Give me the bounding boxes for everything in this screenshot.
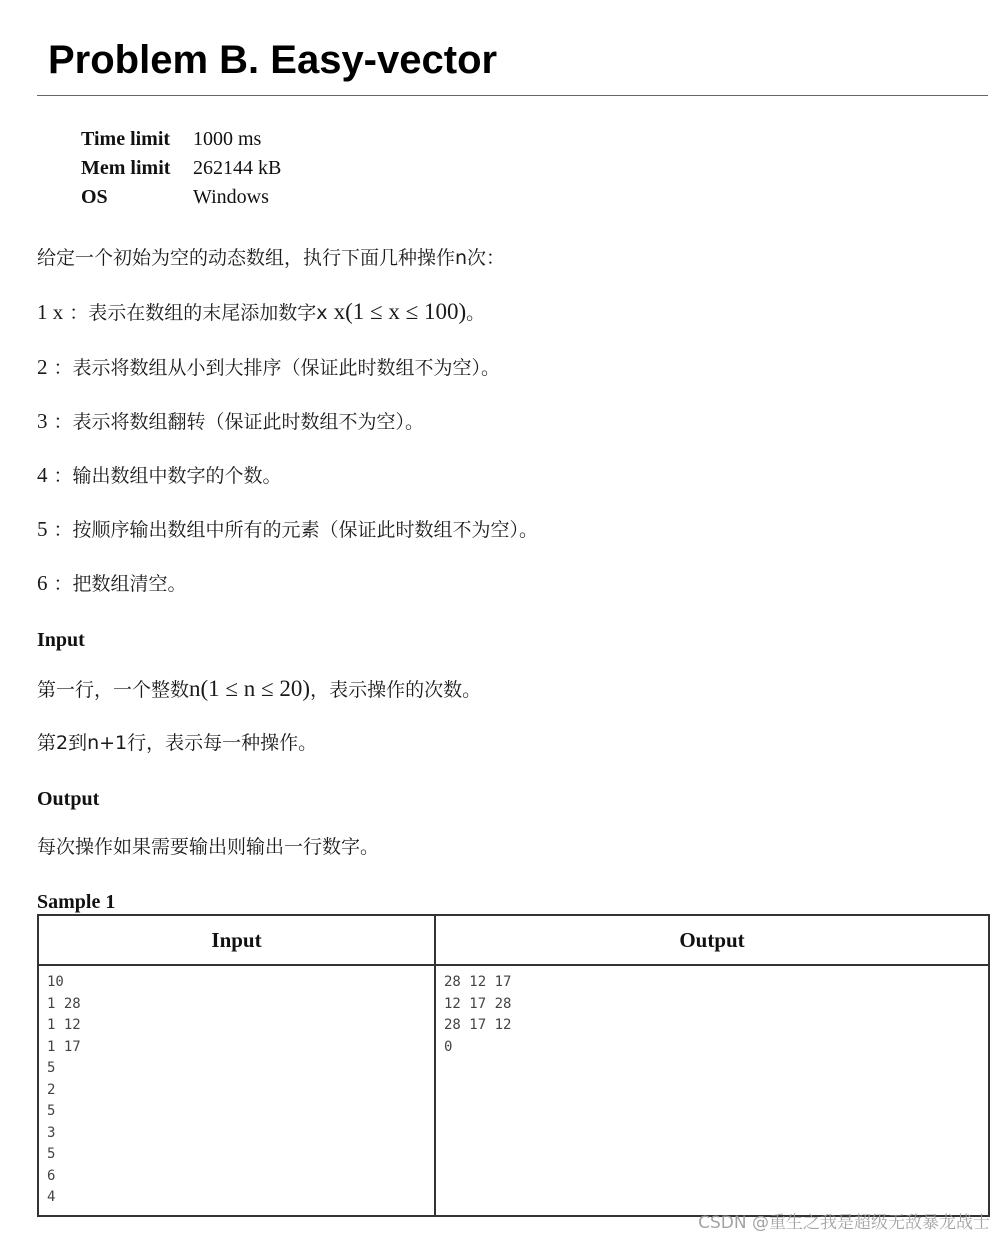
sample-input-line: 10 [47,974,64,990]
input-desc-post: ，表示操作的次数。 [310,679,482,701]
operation-text: ：按顺序输出数组中所有的元素（保证此时数组不为空）。 [53,519,539,541]
operation-number: 1 x [37,300,64,324]
limit-label: OS [81,186,108,208]
os-row [81,183,281,212]
limit-label: Mem limit [81,157,171,179]
sample-input-line: 5 [47,1146,56,1162]
sample-input-header: Input [38,915,435,965]
sample-output-line: 28 12 17 [444,974,512,990]
time-limit-row [81,125,281,154]
input-heading: Input [37,629,85,651]
operation-4 [37,461,282,490]
operation-math: x(1 ≤ x ≤ 100) [333,299,467,324]
limit-label: Time limit [81,128,171,150]
csdn-watermark: CSDN @重生之我是超级无敌暴龙战士 [698,1213,990,1233]
input-desc-math: n(1 ≤ n ≤ 20) [189,676,311,701]
sample-heading: Sample 1 [37,891,116,913]
operation-tail: 。 [466,302,486,324]
operation-text: ：输出数组中数字的个数。 [53,465,282,487]
sample-output-line: 28 17 12 [444,1017,512,1033]
problem-title: Problem B. Easy-vector [48,38,498,82]
title-divider [37,95,988,96]
operation-2 [37,353,500,382]
sample-output-line: 12 17 28 [444,995,512,1012]
limits-table [81,125,281,212]
operation-number: 5 [37,517,48,541]
limit-value: 1000 ms [193,128,262,150]
output-heading: Output [37,788,100,810]
operation-text: ：把数组清空。 [53,573,187,595]
limit-value: Windows [193,186,269,208]
sample-input-cell[interactable] [38,965,435,1216]
operation-1 [37,298,485,327]
operation-text: ：表示将数组翻转（保证此时数组不为空）。 [53,411,425,433]
limit-value: 262144 kB [193,157,282,179]
sample-output-line: 0 [444,1038,453,1055]
sample-input-line: 4 [47,1189,56,1205]
input-description-line-1 [37,675,481,704]
sample-input-line: 2 [47,1081,56,1098]
operation-number: 4 [37,463,48,487]
sample-output-cell[interactable] [435,965,989,1216]
sample-input-line: 1 28 [47,995,81,1012]
sample-table [37,914,990,1217]
operation-6 [37,569,187,598]
mem-limit-row [81,154,281,183]
input-desc-pre: 第一行，一个整数 [37,679,190,701]
sample-body-row [38,965,989,1216]
operation-text: ：表示将数组从小到大排序（保证此时数组不为空）。 [53,357,501,379]
sample-input-line: 3 [47,1124,56,1141]
sample-input-line: 1 17 [47,1038,81,1055]
sample-output-header: Output [435,915,989,965]
sample-input-line: 6 [47,1167,56,1184]
input-description-line-2: 第2到n+1行，表示每一种操作。 [37,732,318,754]
sample-input-line: 5 [47,1060,56,1076]
output-description: 每次操作如果需要输出则输出一行数字。 [37,836,380,858]
operation-text: ：表示在数组的末尾添加数字x [69,302,328,324]
statement-intro: 给定一个初始为空的动态数组，执行下面几种操作n次： [37,247,506,269]
operation-number: 2 [37,355,48,379]
operation-3 [37,407,424,436]
operation-5 [37,515,538,544]
sample-header-row [38,915,989,965]
sample-input-line: 1 12 [47,1017,81,1033]
sample-input-line: 5 [47,1103,56,1119]
operation-number: 6 [37,571,48,595]
operation-number: 3 [37,409,48,433]
